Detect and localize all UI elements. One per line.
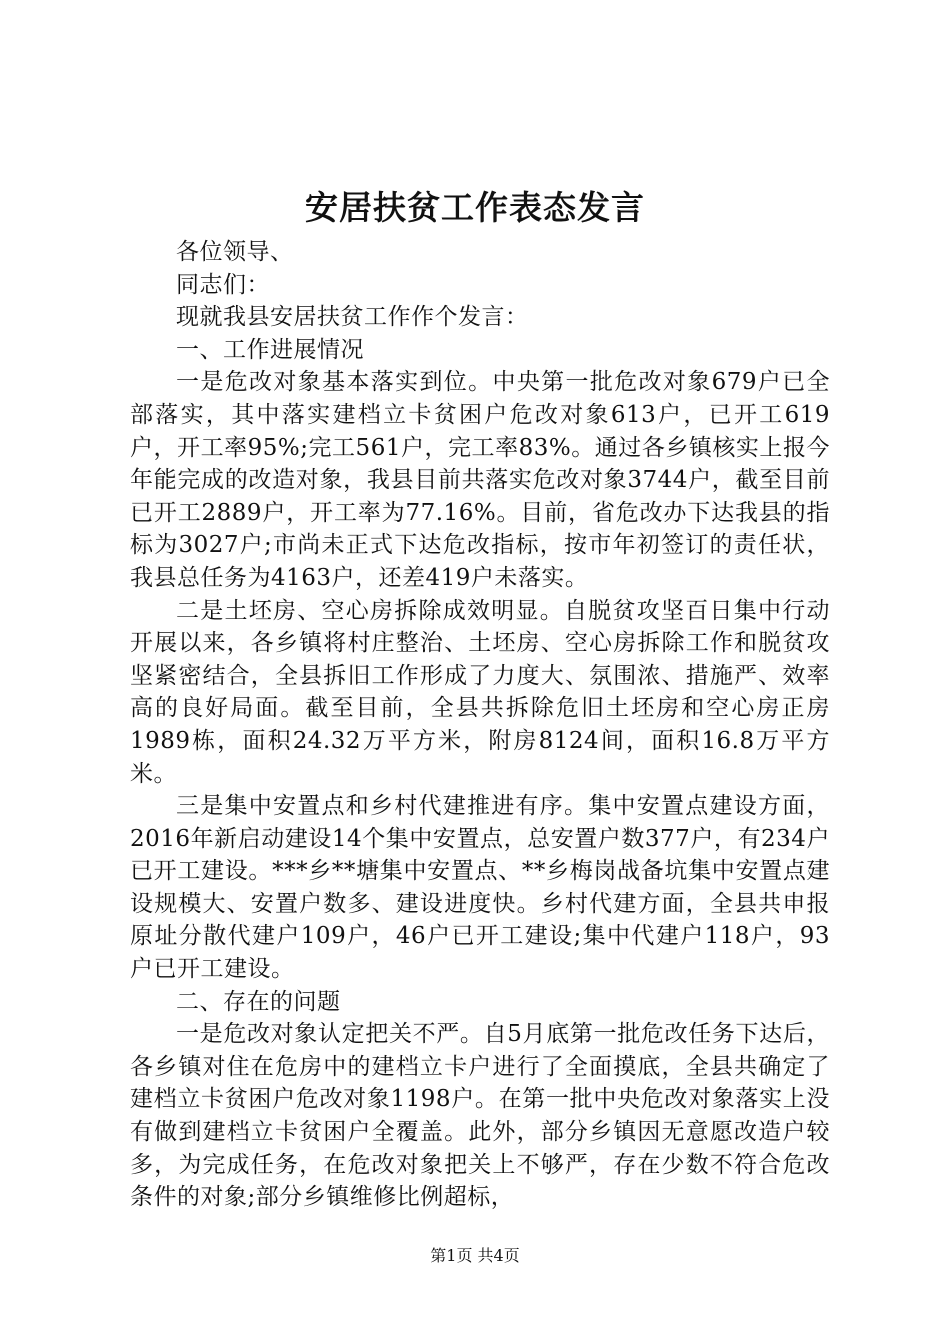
- paragraph-resettlement: 三是集中安置点和乡村代建推进有序。集中安置点建设方面，2016年新启动建设14个集中安置点，总安置户数377户，有234户已开工建设。***乡**塘集中安置点、**乡梅岗战备坑集中安置点建设规模大、安置户数多、建设进度快。乡村代建方面，全县共申报原址分散代建户109户，46户已开工建设;集中代建户118户，93户已开工建设。: [130, 793, 830, 983]
- document-title: 安居扶贫工作表态发言: [305, 188, 645, 227]
- page-number-footer: 第1页 共4页: [430, 1246, 520, 1265]
- salutation-comrades: 同志们：: [176, 271, 270, 298]
- paragraph-demolition: 二是土坯房、空心房拆除成效明显。自脱贫攻坚百日集中行动开展以来，各乡镇将村庄整治、土坯房、空心房拆除工作和脱贫攻坚紧密结合，全县拆旧工作形成了力度大、氛围浓、措施严、效率高的良好局面。截至目前，全县共拆除危旧土坯房和空心房正房1989栋，面积24.32万平方米，附房8124间，面积16.8万平方米。: [130, 597, 830, 787]
- section-heading-problems: 二、存在的问题: [176, 988, 341, 1015]
- intro-paragraph: 现就我县安居扶贫工作作个发言：: [176, 304, 529, 331]
- document-body: [130, 236, 830, 1214]
- salutation-leaders: 各位领导、: [176, 239, 294, 265]
- paragraph-problem-identification: 一是危改对象认定把关不严。自5月底第一批危改任务下达后，各乡镇对住在危房中的建档立卡户进行了全面摸底，全县共确定了建档立卡贫困户危改对象1198户。在第一批中央危改对象落实上没有做到建档立卡贫困户全覆盖。此外，部分乡镇因无意愿改造户较多，为完成任务，在危改对象把关上不够严，存在少数不符合危改条件的对象;部分乡镇维修比例超标，: [130, 1021, 830, 1211]
- section-heading-progress: 一、工作进展情况: [176, 336, 364, 363]
- paragraph-renovation-targets: 一是危改对象基本落实到位。中央第一批危改对象679户已全部落实，其中落实建档立卡贫困户危改对象613户，已开工619户，开工率95%;完工561户，完工率83%。通过各乡镇核实上报今年能完成的改造对象，我县目前共落实危改对象3744户，截至目前已开工2889户，开工率为77.16%。目前，省危改办下达我县的指标为3027户;市尚未正式下达危改指标，按市年初签订的责任状，我县总任务为4163户，还差419户未落实。: [130, 369, 830, 591]
